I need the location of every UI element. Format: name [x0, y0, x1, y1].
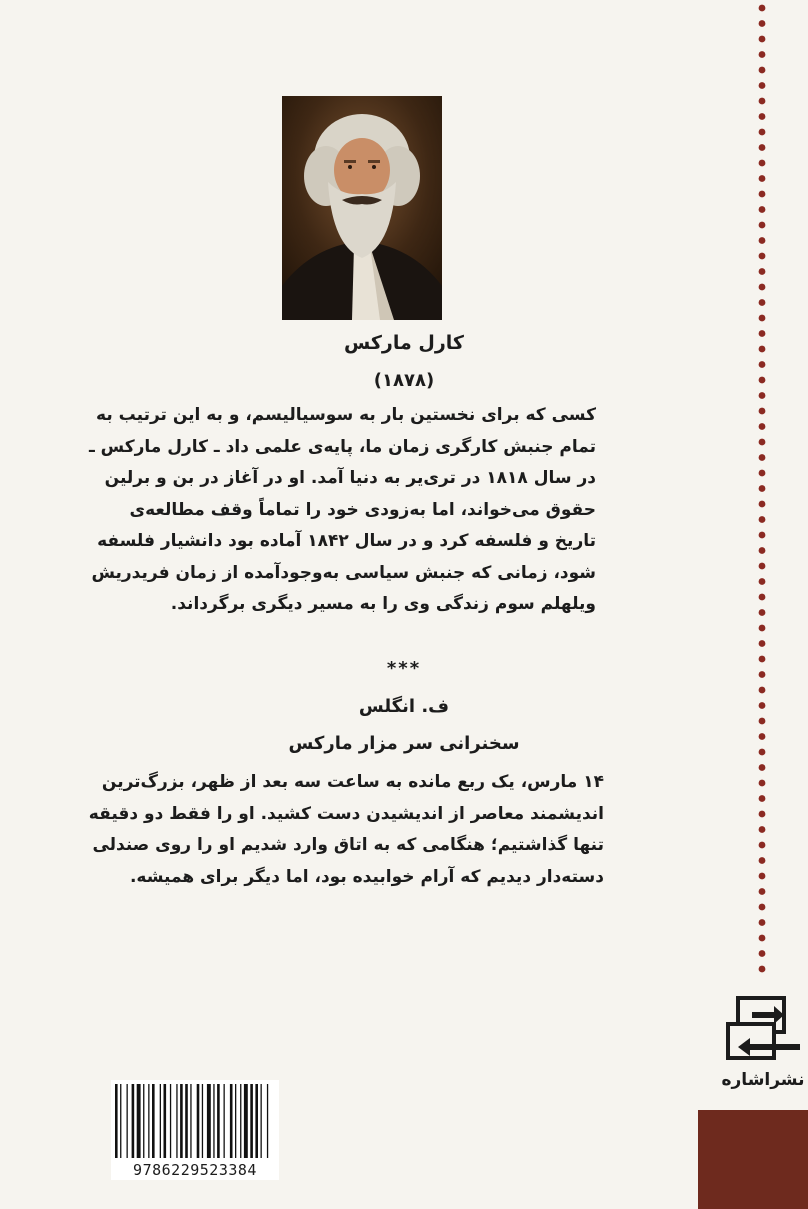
speech-title: سخنرانی سر مزار مارکس	[288, 733, 520, 754]
barcode-bar	[115, 1084, 118, 1158]
border-dot	[759, 640, 766, 647]
barcode-bar	[170, 1084, 171, 1158]
barcode-bar	[230, 1084, 233, 1158]
barcode-bar	[197, 1084, 200, 1158]
barcode-bar	[244, 1084, 248, 1158]
barcode-bar	[148, 1084, 149, 1158]
border-dot	[759, 98, 766, 105]
paragraph-line: تمام جنبش کارگری زمان ما، پایه‌ی علمی داد ـ کارل مارکس ـ	[88, 436, 596, 457]
barcode-bar	[176, 1084, 177, 1158]
barcode-bar	[137, 1084, 141, 1158]
biography-paragraph	[88, 400, 596, 621]
border-dot	[759, 594, 766, 601]
barcode	[111, 1080, 279, 1160]
border-dot	[759, 113, 766, 120]
barcode-bar	[202, 1084, 203, 1158]
barcode-bar	[143, 1084, 144, 1158]
border-dot	[759, 160, 766, 167]
border-dot	[759, 237, 766, 244]
barcode-bar	[120, 1084, 121, 1158]
caption-name: کارل مارکس	[344, 332, 464, 354]
border-dot	[759, 857, 766, 864]
speech-paragraph	[88, 767, 604, 893]
portrait-photo	[282, 96, 442, 320]
paragraph-line: ویلهلم سوم زندگی وی را به مسیر دیگری برگرداند.	[170, 594, 596, 614]
border-dot	[759, 547, 766, 554]
border-dot	[759, 377, 766, 384]
paragraph-line: تنها گذاشتیم؛ هنگامی که به اتاق وارد شدیم او را روی صندلی	[92, 835, 604, 855]
border-dot	[759, 516, 766, 523]
barcode-bar	[160, 1084, 161, 1158]
barcode-bar	[185, 1084, 188, 1158]
portrait-illustration	[282, 96, 442, 320]
paragraph-line: حقوق می‌خواند، اما به‌زودی خود را تماماً وقف مطالعه‌ی	[129, 499, 596, 520]
paragraph-line: شود، زمانی که جنبش سیاسی به‌وجودآمده از زمان فریدریش	[91, 562, 596, 583]
border-dot	[759, 423, 766, 430]
barcode-bar	[152, 1084, 155, 1158]
border-dot	[759, 315, 766, 322]
border-dot	[759, 842, 766, 849]
paragraph-line: ۱۴ مارس، یک ربع مانده به ساعت سه بعد از ظهر، بزرگ‌ترین	[101, 772, 604, 792]
border-dot	[759, 485, 766, 492]
barcode-bar	[250, 1084, 253, 1158]
border-dot	[759, 625, 766, 632]
border-dot	[759, 253, 766, 260]
barcode-bar	[255, 1084, 258, 1158]
border-dot	[759, 20, 766, 27]
barcode-bar	[235, 1084, 236, 1158]
border-dot	[759, 392, 766, 399]
border-dot	[759, 966, 766, 973]
barcode-bar	[180, 1084, 183, 1158]
border-dot	[759, 222, 766, 229]
paragraph-line: دسته‌دار دیدیم که آرام خوابیده بود، اما دیگر برای همیشه.	[129, 866, 604, 887]
border-dot	[759, 563, 766, 570]
isbn-number: 9786229523384	[111, 1160, 279, 1180]
barcode-bar	[207, 1084, 211, 1158]
barcode-bars	[111, 1080, 279, 1160]
barcode-bar	[190, 1084, 191, 1158]
border-dot	[759, 268, 766, 275]
section-separator: ***	[386, 658, 422, 679]
border-dot	[759, 749, 766, 756]
border-dot	[759, 82, 766, 89]
border-dot	[759, 888, 766, 895]
border-dot	[759, 826, 766, 833]
border-dot	[759, 501, 766, 508]
dotted-border	[756, 0, 768, 975]
barcode-bar	[267, 1084, 268, 1158]
barcode-bar	[240, 1084, 241, 1158]
paragraph-line: تاریخ و فلسفه کرد و در سال ۱۸۴۲ آماده بود دانشیار فلسفه	[97, 531, 596, 551]
border-dot	[759, 346, 766, 353]
border-dot	[759, 361, 766, 368]
border-dot	[759, 299, 766, 306]
border-dot	[759, 454, 766, 461]
border-dot	[759, 935, 766, 942]
book-arrows-icon	[726, 994, 802, 1066]
caption-year: (۱۸۷۸)	[373, 370, 435, 391]
border-dot	[759, 5, 766, 12]
barcode-bar	[217, 1084, 220, 1158]
border-dot	[759, 36, 766, 43]
border-dot	[759, 144, 766, 151]
barcode-bar	[164, 1084, 167, 1158]
border-dot	[759, 656, 766, 663]
publisher-name: نشراشاره	[721, 1070, 805, 1090]
border-dot	[759, 129, 766, 136]
border-dot	[759, 764, 766, 771]
border-dot	[759, 811, 766, 818]
author-name: ف. انگلس	[358, 696, 450, 717]
dotted-border-dots	[756, 0, 768, 975]
border-dot	[759, 780, 766, 787]
border-dot	[759, 532, 766, 539]
border-dot	[759, 950, 766, 957]
border-dot	[759, 408, 766, 415]
border-dot	[759, 919, 766, 926]
border-dot	[759, 191, 766, 198]
border-dot	[759, 175, 766, 182]
border-dot	[759, 718, 766, 725]
border-dot	[759, 687, 766, 694]
border-dot	[759, 904, 766, 911]
border-dot	[759, 702, 766, 709]
barcode-bar	[213, 1084, 214, 1158]
barcode-bar	[127, 1084, 128, 1158]
border-dot	[759, 873, 766, 880]
border-dot	[759, 206, 766, 213]
paragraph-line: کسی که برای نخستین بار به سوسیالیسم، و به این ترتیب به	[96, 405, 596, 425]
barcode-bar	[132, 1084, 135, 1158]
border-dot	[759, 67, 766, 74]
border-dot	[759, 51, 766, 58]
paragraph-line: در سال ۱۸۱۸ در تری‌یر به دنیا آمد. او در آغاز در بن و برلین	[104, 468, 596, 488]
border-dot	[759, 330, 766, 337]
corner-accent	[698, 1110, 808, 1209]
barcode-bar	[261, 1084, 262, 1158]
border-dot	[759, 470, 766, 477]
border-dot	[759, 439, 766, 446]
border-dot	[759, 578, 766, 585]
border-dot	[759, 671, 766, 678]
barcode-bar	[224, 1084, 225, 1158]
border-dot	[759, 609, 766, 616]
border-dot	[759, 733, 766, 740]
paragraph-line: اندیشمند معاصر از اندیشیدن دست کشید. او را فقط دو دقیقه	[88, 803, 604, 824]
border-dot	[759, 795, 766, 802]
border-dot	[759, 284, 766, 291]
